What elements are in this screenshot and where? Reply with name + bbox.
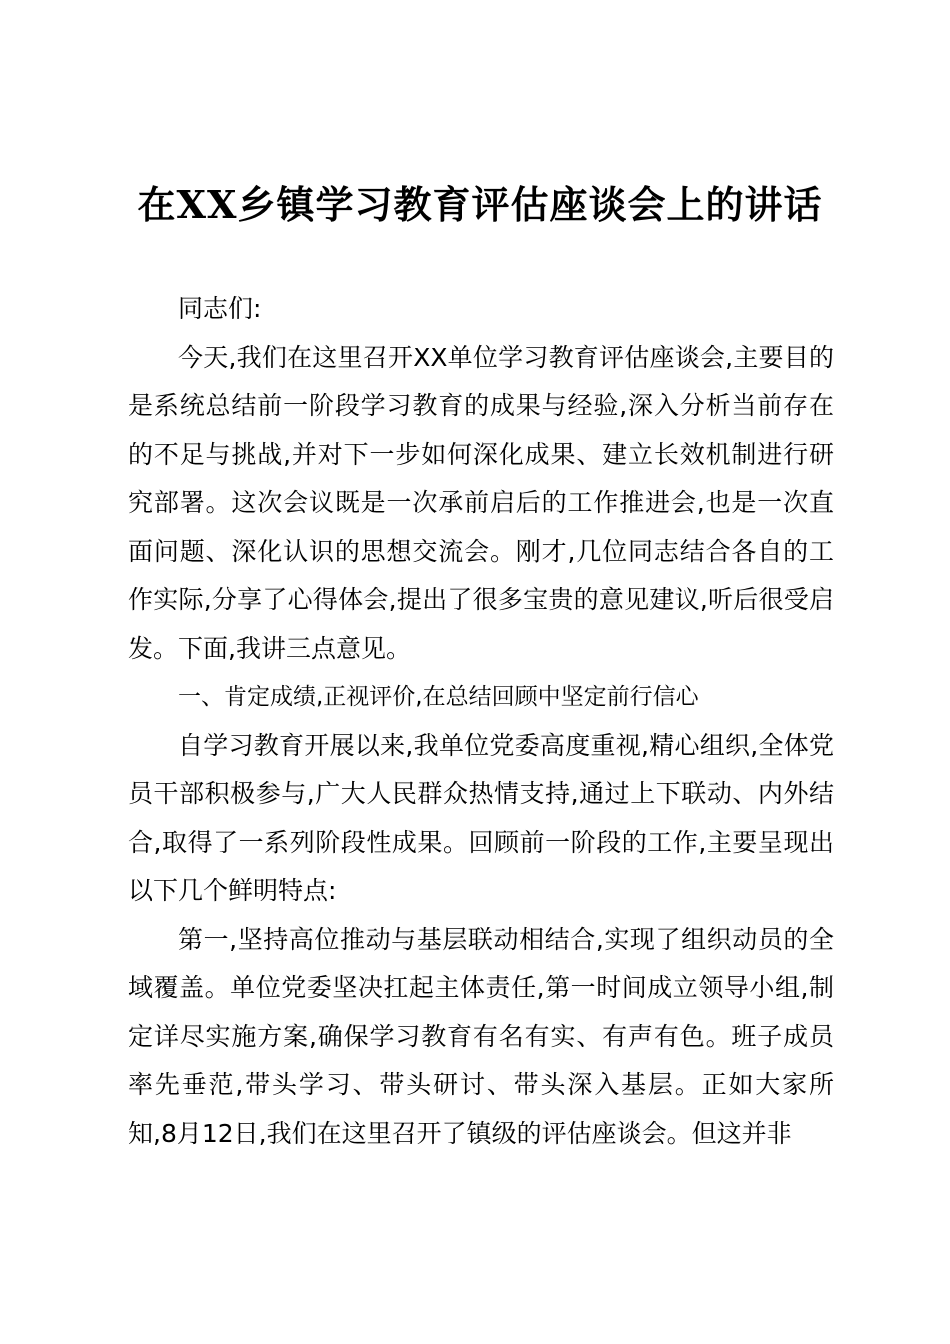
document-body — [128, 285, 834, 1158]
document-title: 在XX乡镇学习教育评估座谈会上的讲话 — [137, 182, 823, 227]
salutation: 同志们: — [178, 294, 262, 323]
paragraph-first-point: 第一,坚持高位推动与基层联动相结合,实现了组织动员的全域覆盖。单位党委坚决扛起主体责任,第一时间成立领导小组,制定详尽实施方案,确保学习教育有名有实、有声有色。班子成员率先垂范,带头学习、带头研讨、带头深入基层。正如大家所知,8月12日,我们在这里召开了镇级的评估座谈会。但这并非 — [128, 924, 834, 1148]
paragraph-achievements: 自学习教育开展以来,我单位党委高度重视,精心组织,全体党员干部积极参与,广大人民群众热情支持,通过上下联动、内外结合,取得了一系列阶段性成果。回顾前一阶段的工作,主要呈现出以下几个鲜明特点: — [128, 730, 834, 905]
paragraph-opening: 今天,我们在这里召开XX单位学习教育评估座谈会,主要目的是系统总结前一阶段学习教育的成果与经验,深入分析当前存在的不足与挑战,并对下一步如何深化成果、建立长效机制进行研究部署。这次会议既是一次承前启后的工作推进会,也是一次直面问题、深化认识的思想交流会。刚才,几位同志结合各自的工作实际,分享了心得体会,提出了很多宝贵的意见建议,听后很受启发。下面,我讲三点意见。 — [128, 342, 834, 663]
section-heading-1: 一、肯定成绩,正视评价,在总结回顾中坚定前行信心 — [178, 684, 699, 710]
